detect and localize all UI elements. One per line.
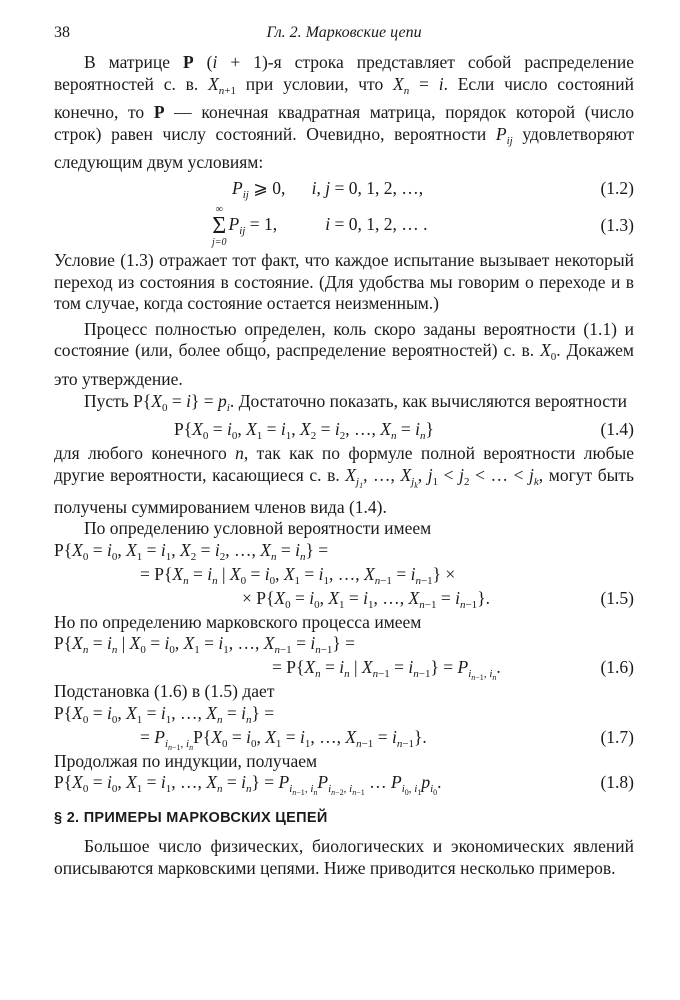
page-number: 38 xyxy=(54,24,70,41)
equation-1-6-line-2: = $P\{X_n = i_n$ | $X_{n-1} = i_{n-1}\} = P_{i_{n-1}, i_n}$. (1.6) xyxy=(272,657,634,683)
equation-1-4: $P\{X_0 = i_0$, $X_1 = i_1$, $X_2 = i_2$, …, $X_n = i_n$} (1.4) xyxy=(174,419,634,443)
equation-1-7-line-1: $P\{X_0 = i_0$, $X_1 = i_1$, …, $X_n = i_n$} = xyxy=(54,702,275,726)
equation-number: (1.2) xyxy=(600,177,634,198)
equation-1-7-line-2: = $P_{i_{n-1}, i_n}P\{X_0 = i_0$, $X_1 = i_1$, …, $X_{n-1} = i_{n-1}$}. (1.7) xyxy=(140,726,634,753)
paragraph-2: Условие (1.3) отражает тот факт, что каждое испытание вызывает некоторый переход из состояния в состояние. (Для удобства мы говорим о переходе и в том случае, когда состояние остается неизменным.) xyxy=(54,249,634,314)
equation-number: (1.8) xyxy=(600,772,634,793)
paragraph-3: Процесс полностью определен, коль скоро заданы вероятности (1.1) и состояние (или, более общо́, распределение вероятностей) с. в. $X_0$. Докажем это утверждение. xyxy=(54,318,634,389)
equation-1-8: $P\{X_0 = i_0$, $X_1 = i_1$, …, $X_n = i_n\} = P_{i_{n-1}, i_n}P_{i_{n-2}, i_{n-1}}$ … $P_{i_0, i_1}p_{i_0}$. (1.8) xyxy=(54,772,634,798)
paragraph-10: Большое число физических, биологических и экономических явлений описываются марковскими цепями. Ниже приводится несколько примеров. xyxy=(54,836,634,878)
equation-1-3: ∞ Σ j=0 $P_{ij} = 1$, i = 0, 1, 2, … . (1.3) xyxy=(212,203,634,248)
equation-number: (1.5) xyxy=(600,587,634,608)
equation-number: (1.6) xyxy=(600,657,634,678)
equation-number: (1.3) xyxy=(600,214,634,235)
page xyxy=(54,22,634,879)
equation-1-5-line-3: × $P\{X_0 = i_0$, $X_1 = i_1$, …, $X_{n-1} = i_{n-1}$}. (1.5) xyxy=(242,587,634,611)
paragraph-9: Продолжая по индукции, получаем xyxy=(54,750,318,771)
running-head: Гл. 2. Марковские цепи xyxy=(266,24,422,41)
equation-number: (1.7) xyxy=(600,726,634,747)
equation-1-2: $P_{ij}$ ⩾ 0, i, j = 0, 1, 2, …, (1.2) xyxy=(232,177,634,201)
equation-number: (1.4) xyxy=(600,419,634,440)
equation-1-5-line-1: $P\{X_0 = i_0$, $X_1 = i_1$, $X_2 = i_2$, …, $X_n = i_n$} = xyxy=(54,539,329,563)
paragraph-7: Но по определению марковского процесса имеем xyxy=(54,611,422,632)
paragraph-4: Пусть $P\{X_0 = i\} = p_i$. Достаточно показать, как вычисляются вероятности xyxy=(84,390,628,414)
paragraph-8: Подстановка (1.6) в (1.5) дает xyxy=(54,681,275,702)
equation-1-5-line-2: = $P\{X_n = i_n$ | $X_0 = i_0$, $X_1 = i_1$, …, $X_{n-1} = i_{n-1}$} × xyxy=(140,563,456,587)
page-header xyxy=(54,22,634,52)
section-heading: § 2. ПРИМЕРЫ МАРКОВСКИХ ЦЕПЕЙ xyxy=(54,810,328,827)
equation-1-6-line-1: $P\{X_n = i_n$ | $X_0 = i_0$, $X_1 = i_1$, …, $X_{n-1} = i_{n-1}$} = xyxy=(54,633,356,657)
paragraph-5: для любого конечного n, так как по формуле полной вероятности любые другие вероятности, касающиеся с. в. $X_{j_1}$, …, $X_{j_k}$, $j_1 < j_2$ < … < $j_k$, могут быть получены суммированием членов вида (1.4). xyxy=(54,443,635,517)
paragraph-1: В матрице P (i + 1)-я строка представляет собой распределение вероятностей с. в. $X_{n+1}$ при условии, что $X_n = i$. Если число состояний конечно, то P — конечная квадратная матрица, порядок которой (число строк) равен числу состояний. Очевидно, вероятности $P_{ij}$ удовлетворяют следующим двум условиям: xyxy=(54,52,635,173)
paragraph-6: По определению условной вероятности имеем xyxy=(84,518,432,539)
